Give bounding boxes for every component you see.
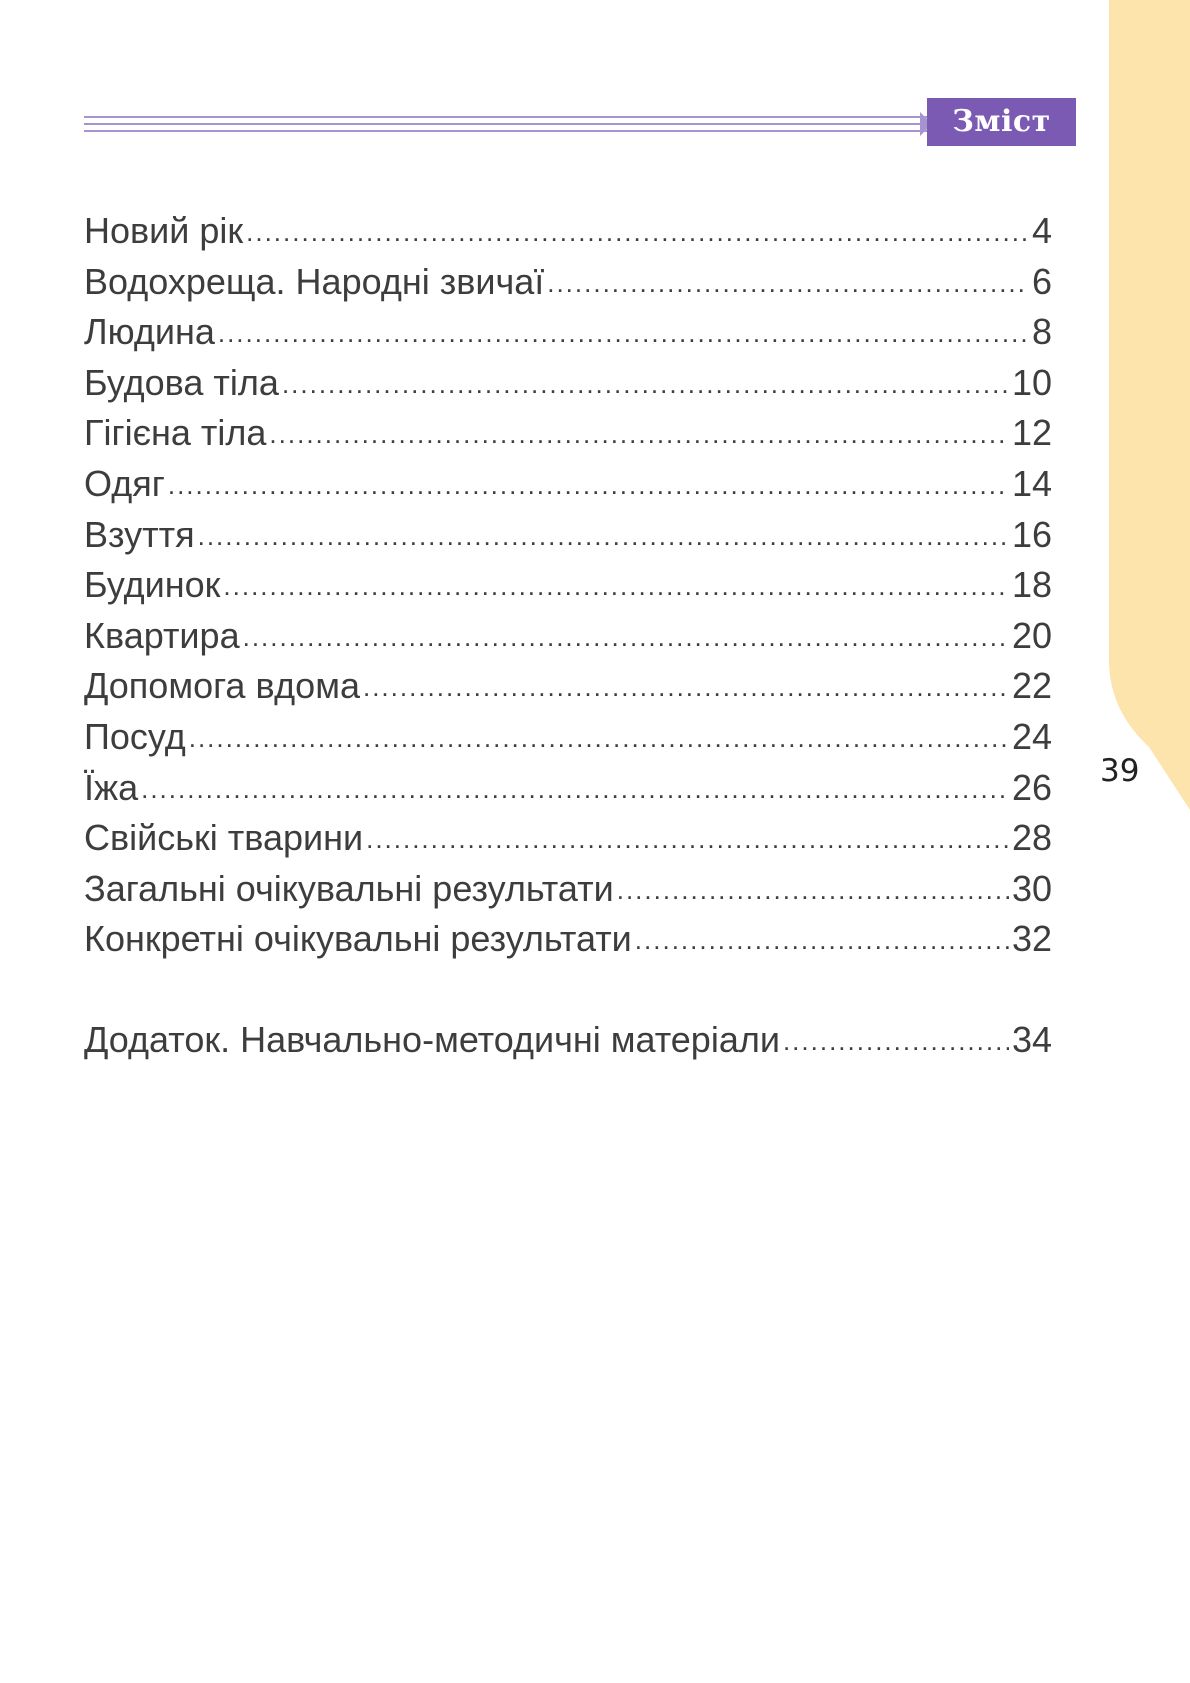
side-tab-decoration [1109, 0, 1190, 810]
section-title: Зміст [927, 98, 1076, 146]
toc-entry-page: 16 [1011, 513, 1052, 555]
toc-leader-dots [198, 508, 1009, 561]
toc-entry-page: 10 [1011, 361, 1052, 403]
toc-entry-title: Одяг [84, 462, 165, 504]
toc-entry-title: Посуд [84, 715, 186, 757]
toc-entry[interactable] [84, 864, 1052, 915]
toc-entry-page: 30 [1011, 867, 1052, 909]
toc-leader-dots [189, 710, 1009, 763]
toc-entry-page: 26 [1011, 766, 1052, 808]
toc-leader-dots [223, 558, 1009, 611]
header-rule [84, 98, 1014, 150]
toc-entry[interactable] [84, 358, 1052, 409]
toc-entry-page: 24 [1011, 715, 1052, 757]
toc-entry-title: Новий рік [84, 210, 244, 251]
toc-entry[interactable] [84, 712, 1052, 763]
toc-entry-title: Людина [84, 311, 215, 353]
toc-leader-dots [617, 862, 1009, 915]
toc-entry-title: Будинок [84, 564, 221, 606]
toc-leader-dots [783, 1013, 1009, 1066]
toc-leader-dots [246, 204, 1029, 257]
toc-entry[interactable] [84, 611, 1052, 662]
toc-entry-title: Допомога вдома [84, 665, 360, 707]
toc-entry-title: Додаток. Навчально-методичні матеріали [84, 1018, 780, 1060]
toc-entry[interactable] [84, 914, 1052, 965]
toc-entry-page: 4 [1031, 210, 1052, 251]
toc-entry-page: 28 [1011, 817, 1052, 859]
toc-entry[interactable] [84, 257, 1052, 308]
toc-entry-title: Квартира [84, 614, 240, 656]
toc-entry-appendix[interactable] [84, 1015, 1052, 1066]
toc-leader-dots [282, 356, 1009, 409]
toc-leader-dots [218, 305, 1029, 358]
toc-entry[interactable] [84, 813, 1052, 864]
toc-leader-dots [168, 457, 1009, 510]
toc-leader-dots [141, 761, 1009, 814]
toc-leader-dots [635, 912, 1009, 965]
toc-leader-dots [243, 609, 1009, 662]
toc-entry-title: Взуття [84, 513, 195, 555]
toc-leader-dots [366, 811, 1009, 864]
toc-entry[interactable] [84, 560, 1052, 611]
toc-entry-page: 22 [1011, 665, 1052, 707]
toc-leader-dots [547, 255, 1029, 308]
toc-entry-page: 34 [1011, 1018, 1052, 1060]
toc-entry[interactable] [84, 408, 1052, 459]
toc-entry[interactable] [84, 459, 1052, 510]
toc-entry-page: 12 [1011, 412, 1052, 454]
toc-leader-dots [269, 406, 1009, 459]
toc-entry[interactable] [84, 510, 1052, 561]
toc-leader-dots [363, 659, 1009, 712]
toc-entry-page: 18 [1011, 564, 1052, 606]
toc-entry[interactable] [84, 307, 1052, 358]
toc-entry[interactable] [84, 661, 1052, 712]
toc-entry[interactable] [84, 206, 1052, 257]
table-of-contents [84, 206, 1052, 1066]
toc-entry-title: Конкретні очікувальні результати [84, 918, 632, 960]
toc-entry-title: Будова тіла [84, 361, 279, 403]
toc-entry-page: 14 [1011, 462, 1052, 504]
toc-entry-title: Гігієна тіла [84, 412, 267, 454]
toc-entry[interactable] [84, 763, 1052, 814]
toc-entry-page: 8 [1031, 311, 1052, 353]
toc-entry-page: 32 [1011, 918, 1052, 960]
toc-entry-title: Свійські тварини [84, 817, 364, 859]
toc-entry-title: Загальні очікувальні результати [84, 867, 614, 909]
toc-entry-title: Водохреща. Народні звичаї [84, 260, 545, 302]
toc-entry-page: 20 [1011, 614, 1052, 656]
toc-entry-page: 6 [1031, 260, 1052, 302]
toc-entry-title: Їжа [84, 766, 139, 808]
page-number: 39 [1100, 753, 1140, 789]
